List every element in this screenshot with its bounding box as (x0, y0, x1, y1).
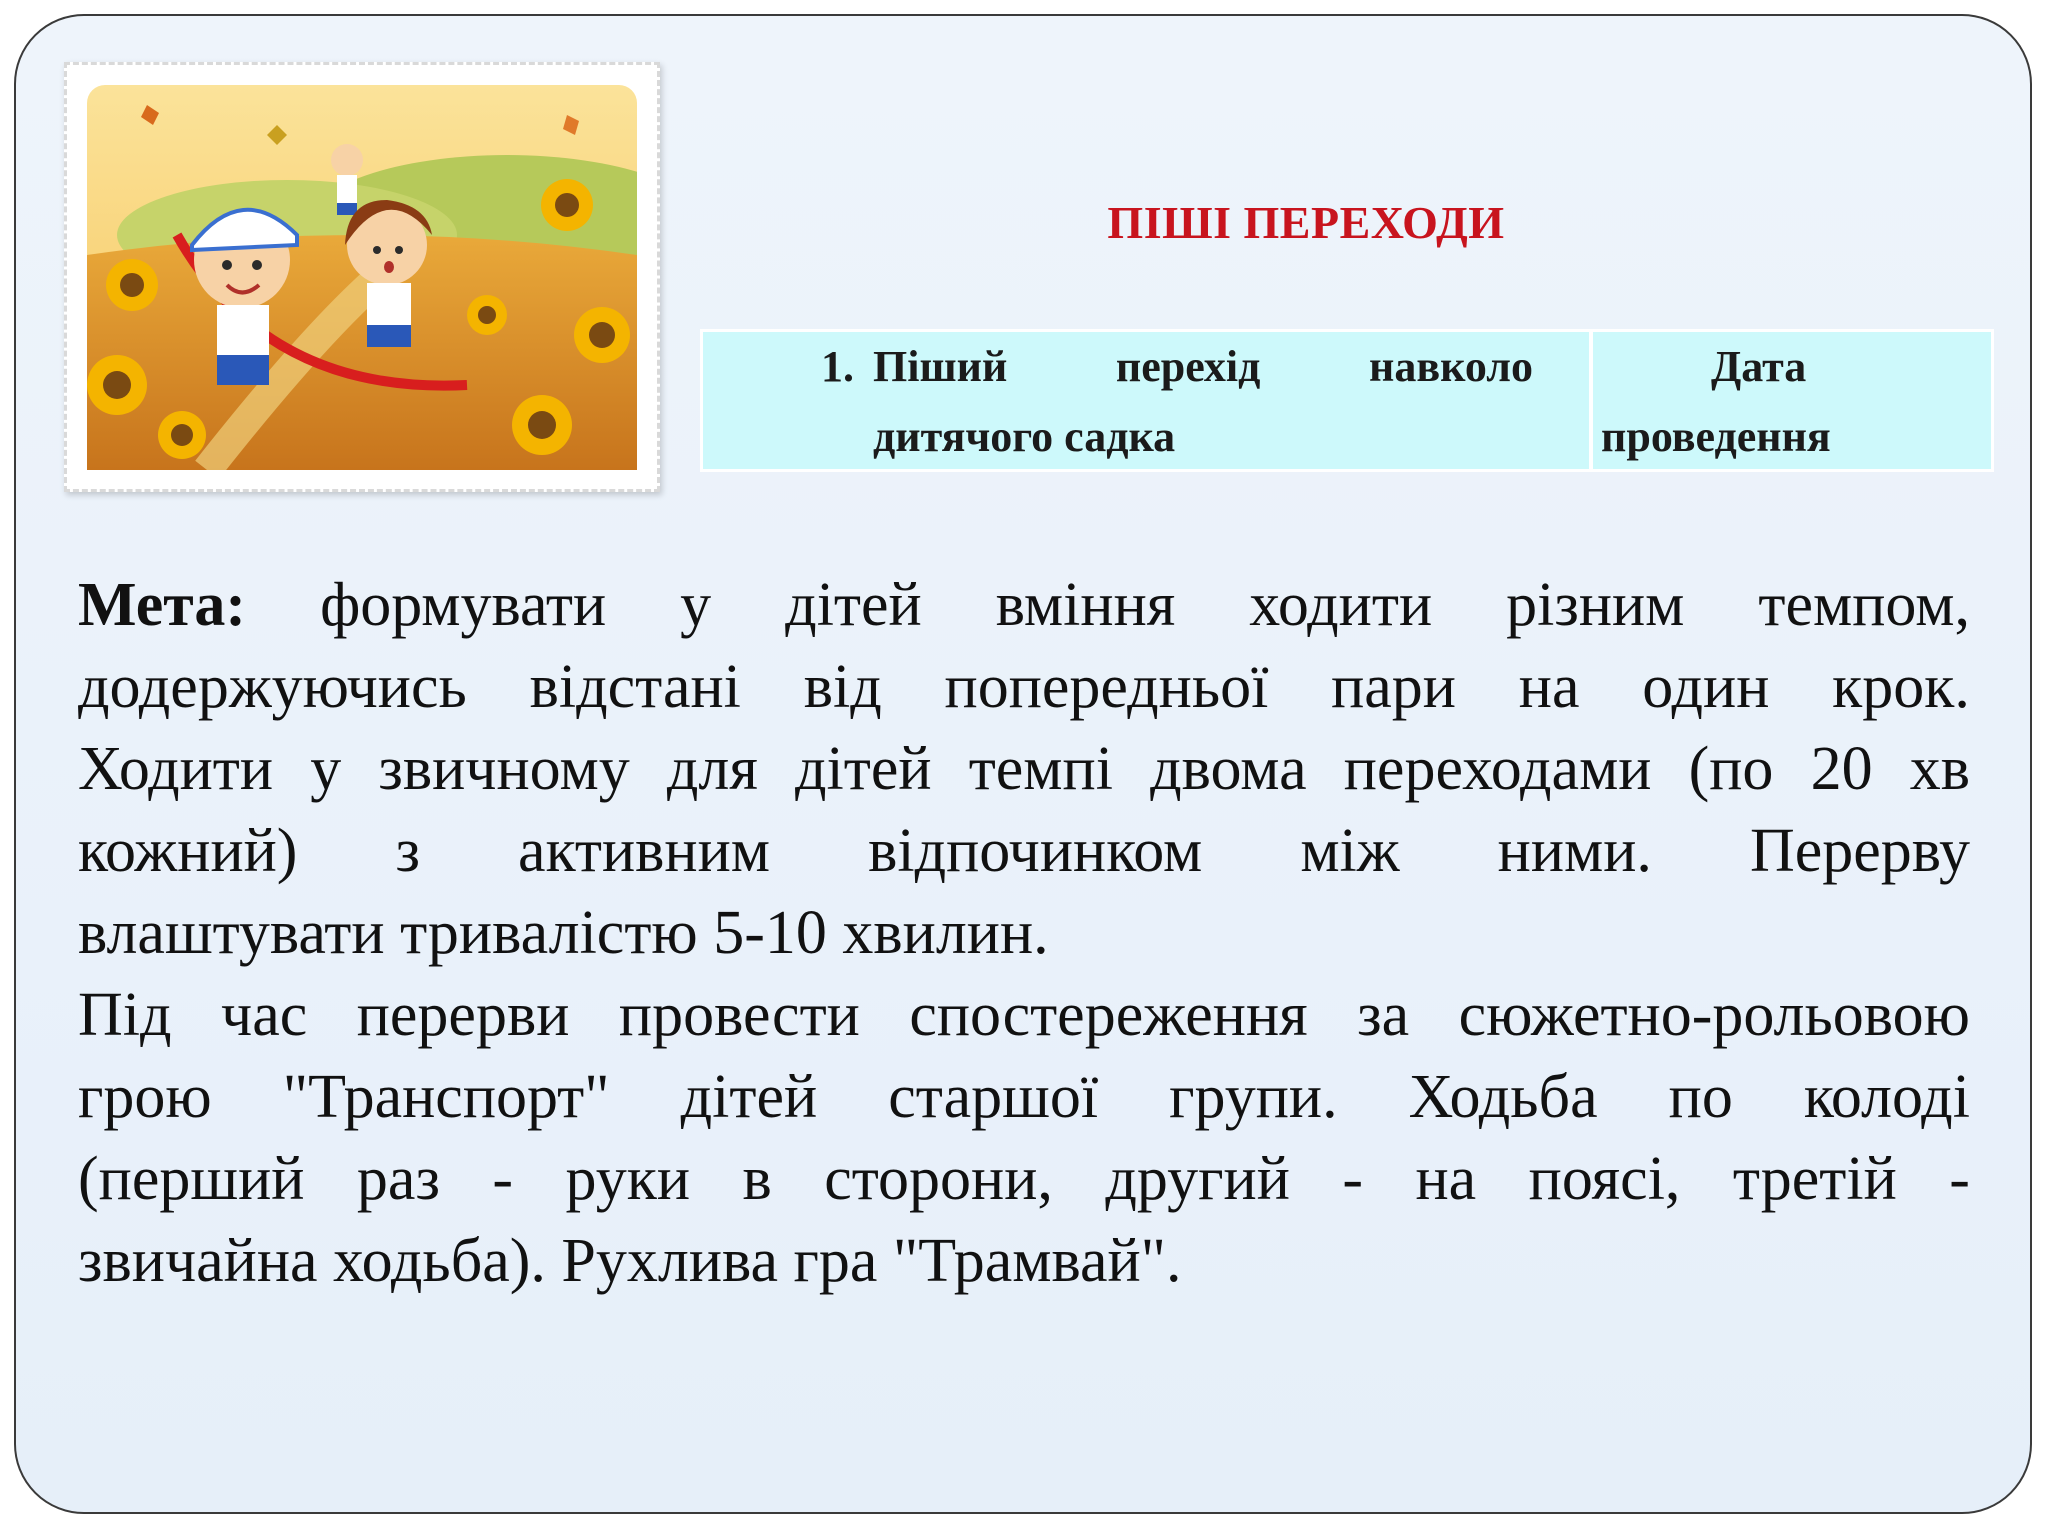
body-word: відпочинком (868, 817, 1203, 885)
body-word: "Транспорт" (282, 1063, 610, 1131)
body-word: за (1357, 981, 1410, 1049)
body-word: третій (1732, 1145, 1897, 1213)
body-line (78, 646, 1970, 728)
body-word: дітей (794, 735, 932, 803)
body-word: час (221, 981, 308, 1049)
body-word: хв (1909, 735, 1970, 803)
body-word: на (1518, 653, 1580, 721)
body-word: один (1642, 653, 1770, 721)
activity-title-line2: дитячого садка (873, 412, 1176, 461)
body-word: в (742, 1145, 772, 1213)
body-word: сторони, (824, 1145, 1053, 1213)
body-line: звичайна ходьба). Рухлива гра "Трамвай". (78, 1227, 1182, 1295)
body-word: - (492, 1145, 514, 1213)
body-word: Ходьба (1408, 1063, 1598, 1131)
body-word: дітей (785, 571, 922, 639)
body-word: відстані (529, 653, 741, 721)
children-running-illustration (87, 85, 637, 470)
body-word: поясі, (1528, 1145, 1681, 1213)
activity-word: навколо (1368, 342, 1533, 391)
body-word: у (310, 735, 342, 803)
body-word: ходити (1249, 571, 1433, 639)
body-word: другий (1105, 1145, 1290, 1213)
body-word: по (1668, 1063, 1733, 1131)
body-word: Перерву (1749, 817, 1970, 885)
activity-word: Піший (873, 342, 1008, 391)
body-word: перерви (356, 981, 570, 1049)
body-word: переходами (1343, 735, 1652, 803)
body-line (78, 810, 1970, 892)
body-word: пари (1331, 653, 1456, 721)
body-word: додержуючись (78, 653, 467, 721)
body-word: сюжетно-рольовою (1458, 981, 1970, 1049)
body-word: вміння (995, 571, 1176, 639)
body-word: провести (618, 981, 860, 1049)
body-word: колоді (1803, 1063, 1970, 1131)
body-word: з (395, 817, 420, 885)
table-cell-activity (703, 332, 1589, 469)
body-line (78, 974, 1970, 1056)
body-word: формувати (320, 571, 607, 639)
body-word: різним (1506, 571, 1685, 639)
body-word: Під (78, 981, 172, 1049)
body-line (78, 728, 1970, 810)
body-word: дітей (680, 1063, 818, 1131)
body-line: влаштувати тривалістю 5-10 хвилин. (78, 899, 1049, 967)
slide-title: ПІШІ ПЕРЕХОДИ (1107, 197, 1505, 248)
activity-word: перехід (1115, 342, 1261, 391)
illustration-frame (64, 62, 660, 492)
body-word: попередньої (944, 653, 1269, 721)
body-word: руки (565, 1145, 691, 1213)
body-word: групи. (1169, 1063, 1338, 1131)
info-table (700, 329, 1994, 472)
table-cell-date (1593, 332, 1991, 469)
body-word: між (1300, 817, 1400, 885)
body-word: старшої (888, 1063, 1099, 1131)
body-line (78, 1056, 1970, 1138)
body-word: кожний) (78, 817, 298, 885)
body-word: спостереження (909, 981, 1308, 1049)
activity-title-line1 (873, 332, 1533, 402)
body-word: на (1415, 1145, 1477, 1213)
body-word: грою (78, 1063, 212, 1131)
body-text (78, 564, 1970, 1302)
goal-label: Мета: (78, 571, 247, 639)
body-word: від (803, 653, 882, 721)
body-word: крок. (1832, 653, 1970, 721)
body-line (78, 1138, 1970, 1220)
list-number: 1. (821, 342, 854, 391)
slide (14, 14, 2032, 1514)
body-word: раз (356, 1145, 440, 1213)
body-word: (по (1688, 735, 1774, 803)
body-line (78, 564, 1970, 646)
date-header-line1: Дата (1711, 342, 1807, 391)
body-word: темпі (968, 735, 1113, 803)
body-word: двома (1150, 735, 1307, 803)
body-word: - (1949, 1145, 1970, 1213)
body-word: для (666, 735, 758, 803)
body-word: - (1342, 1145, 1364, 1213)
body-word: (перший (78, 1145, 305, 1213)
body-word: 20 (1810, 735, 1873, 803)
body-word: активним (518, 817, 771, 885)
body-word: у (680, 571, 712, 639)
date-header-line2: проведення (1601, 412, 1831, 461)
body-word: Ходити (78, 735, 274, 803)
body-word: звичному (378, 735, 630, 803)
body-word: ними. (1497, 817, 1652, 885)
body-word: темпом, (1758, 571, 1970, 639)
